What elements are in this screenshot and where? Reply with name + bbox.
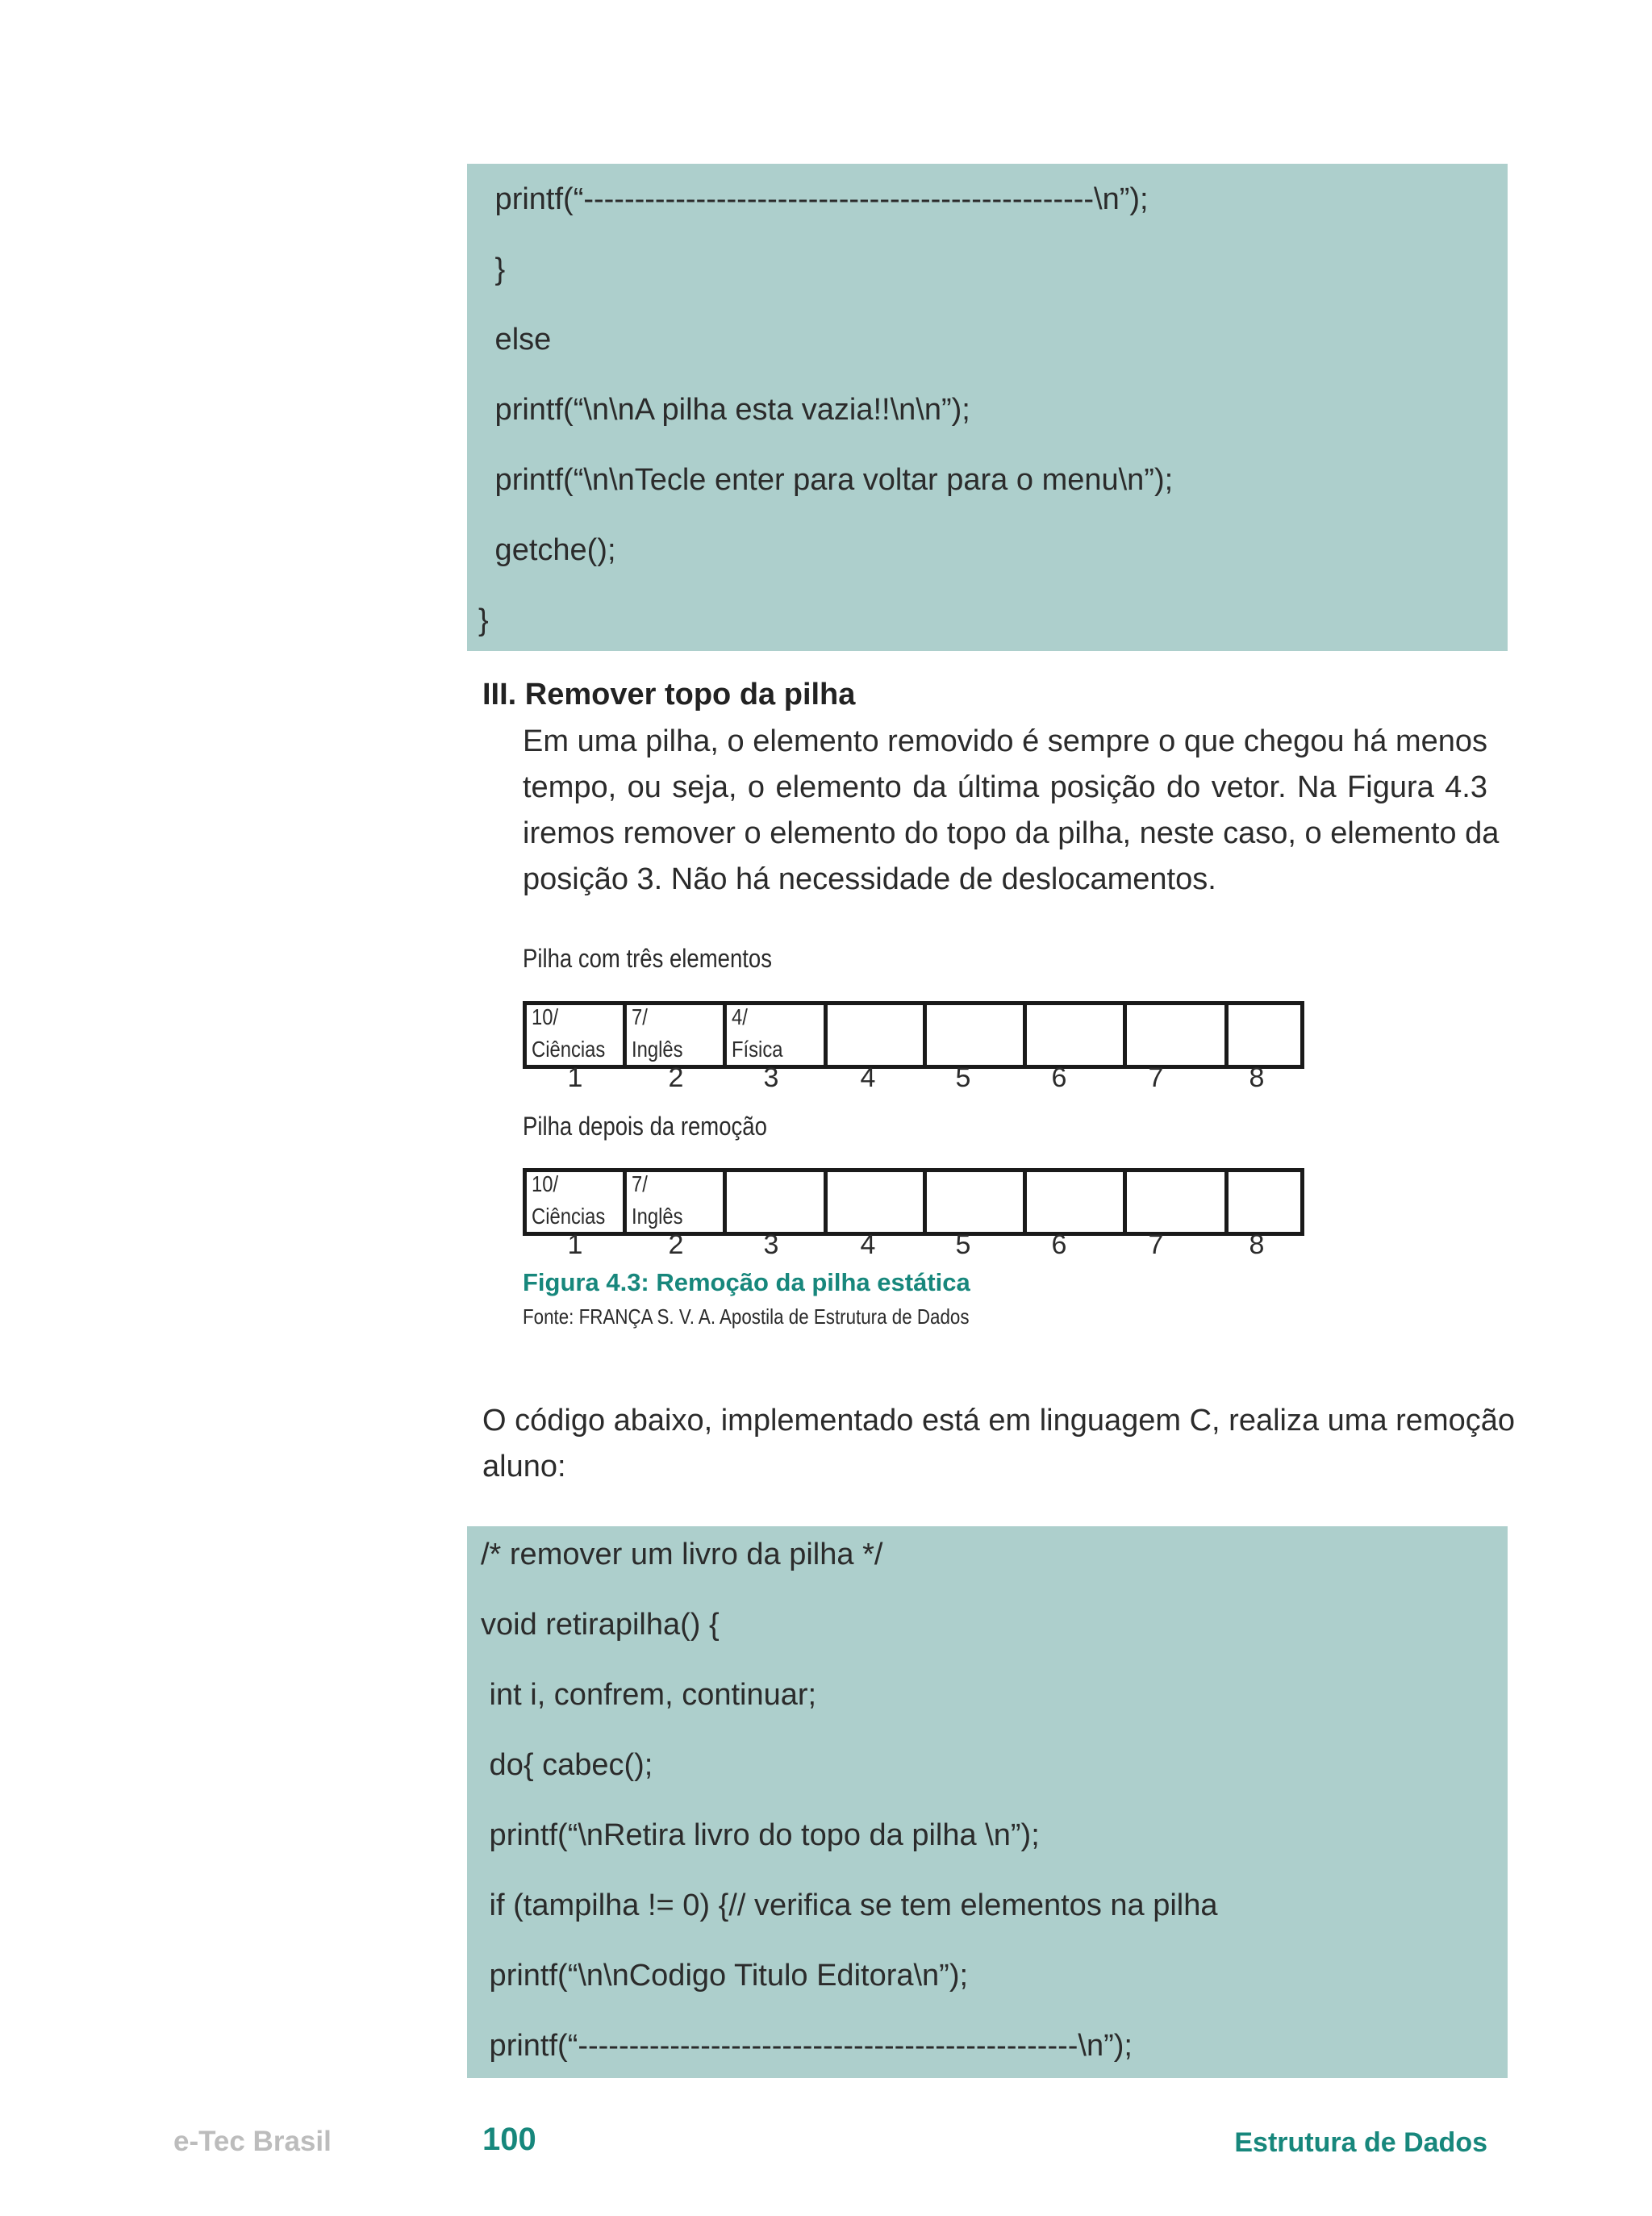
stack-index-label: 7 [1148,1062,1164,1093]
stack-index-label: 4 [860,1229,876,1260]
stack-before-label: Pilha com três elementos [523,944,772,973]
stack-index-label: 2 [668,1062,684,1093]
section-paragraph [523,719,1500,903]
stack-index-label: 5 [955,1229,971,1260]
stack-index-label: 6 [1051,1062,1067,1093]
figure-caption: Figura 4.3: Remoção da pilha estática [523,1268,970,1296]
code-line: } [478,603,489,637]
paragraph-line: O código abaixo, implementado está em linguagem C, realiza uma remoção [482,1404,1515,1438]
stack-cell [523,1168,627,1236]
stack-cell-subject: Ciências [532,1204,606,1229]
code-line: printf(“\n\nCodigo Titulo Editora\n”); [481,1959,969,1993]
figure-source: Fonte: FRANÇA S. V. A. Apostila de Estrutura de Dados [523,1304,970,1329]
stack-before [523,1001,1304,1069]
stack-index-label: 8 [1249,1229,1265,1260]
stack-cell-number: 10/ [532,1171,559,1196]
footer-brand: e-Tec Brasil [173,2126,332,2157]
stack-after [523,1168,1304,1236]
stack-cell [923,1001,1027,1069]
stack-cell [824,1168,927,1236]
code-line: printf(“--------------------------------------------------\n”); [486,182,1149,216]
code-block-1 [467,164,1508,651]
code-line: getche(); [486,533,616,567]
footer-book-title: Estrutura de Dados [1234,2127,1487,2158]
paragraph-line: Em uma pilha, o elemento removido é sempre o que chegou há menos [523,724,1487,758]
stack-index-label: 3 [763,1062,779,1093]
stack-cell [1123,1001,1229,1069]
stack-cell-subject: Física [732,1037,783,1062]
stack-after-label: Pilha depois da remoção [523,1112,767,1141]
stack-index-label: 2 [668,1229,684,1260]
section-heading: III. Remover topo da pilha [482,678,856,712]
code-line: if (tampilha != 0) {// verifica se tem elementos na pilha [481,1888,1218,1922]
stack-cell [1224,1168,1304,1236]
stack-cell [1224,1001,1304,1069]
code-line: printf(“\nRetira livro do topo da pilha \n”); [481,1818,1040,1852]
stack-cell-subject: Inglês [632,1204,683,1229]
stack-cell [1123,1168,1229,1236]
code-line: printf(“\n\nA pilha esta vazia!!\n\n”); [486,393,970,427]
stack-cell [623,1001,727,1069]
stack-index-label: 7 [1148,1229,1164,1260]
stack-cell-number: 7/ [632,1171,648,1196]
stack-cell [824,1001,927,1069]
stack-cell [923,1168,1027,1236]
stack-index-label: 8 [1249,1062,1265,1093]
stack-cell-number: 4/ [732,1004,748,1029]
stack-cell [1023,1168,1127,1236]
code-line: } [486,252,506,286]
paragraph-line: tempo, ou seja, o elemento da última posição do vetor. Na Figura 4.3 [523,770,1487,804]
code-line: else [486,323,552,357]
paragraph-line: posição 3. Não há necessidade de deslocamentos. [523,862,1216,896]
stack-cell [1023,1001,1127,1069]
stack-cell [523,1001,627,1069]
stack-cell [623,1168,727,1236]
stack-cell-number: 10/ [532,1004,559,1029]
code-line: int i, confrem, continuar; [481,1678,817,1712]
stack-cell [723,1001,828,1069]
stack-index-label: 1 [567,1229,583,1260]
code-line: void retirapilha() { [481,1608,720,1642]
stack-index-label: 6 [1051,1229,1067,1260]
stack-cell [723,1168,828,1236]
stack-cell-subject: Ciências [532,1037,606,1062]
stack-index-label: 4 [860,1062,876,1093]
paragraph-line: aluno: [482,1450,566,1484]
page-number: 100 [482,2122,536,2157]
stack-cell-number: 7/ [632,1004,648,1029]
stack-index-label: 3 [763,1229,779,1260]
stack-index-label: 1 [567,1062,583,1093]
code-block-2 [467,1526,1508,2078]
stack-index-label: 5 [955,1062,971,1093]
code-line: printf(“\n\nTecle enter para voltar para o menu\n”); [486,463,1174,497]
code-line: /* remover um livro da pilha */ [481,1538,883,1571]
stack-cell-subject: Inglês [632,1037,683,1062]
paragraph-line: iremos remover o elemento do topo da pilha, neste caso, o elemento da [523,816,1500,850]
code-line: printf(“-------------------------------------------------\n”); [481,2029,1133,2063]
intro-paragraph [482,1398,1515,1490]
code-line: do{ cabec(); [481,1748,653,1782]
